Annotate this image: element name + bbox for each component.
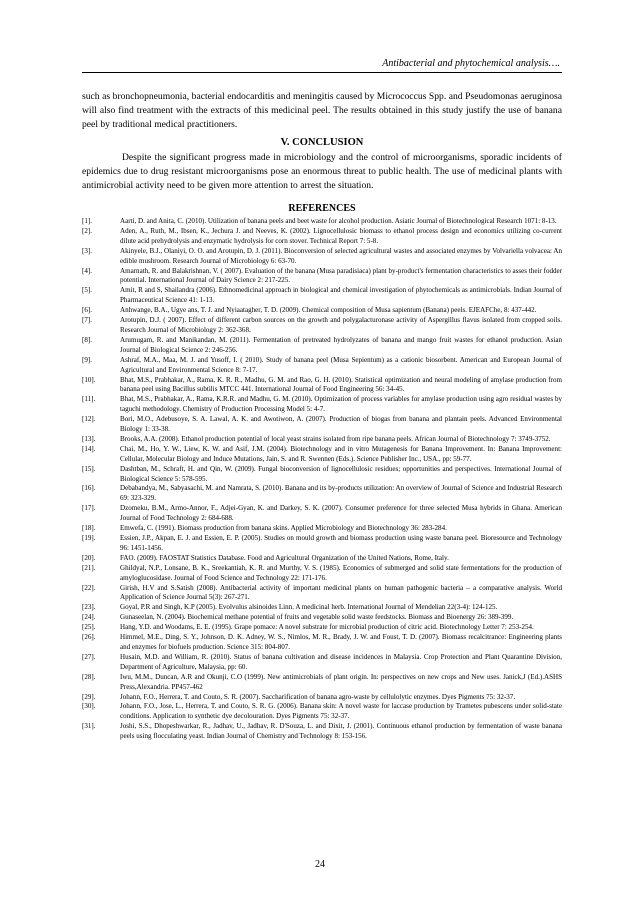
reference-item	[82, 722, 562, 742]
reference-number: [20].	[82, 553, 96, 562]
reference-text: Ghildyal, N.P., Lonsane, B. K., Sreekantiah, K. R. and Murthy, V. S. (1985). Economics of submerged and solid state fermentations for the production of amyloglucosidase. Journal of Food Science and Technology 22: 171-176.	[120, 563, 562, 582]
reference-number: [12].	[82, 415, 96, 424]
reference-number: [19].	[82, 534, 96, 542]
reference-item	[82, 673, 562, 693]
reference-number: [5].	[82, 286, 92, 295]
reference-item	[82, 217, 562, 227]
reference-text: Dzomeku, B.M., Armo-Annor, F., Adjei-Gyan, K. and Darkey, S. K. (2007). Consumer preference for three selected Musa hybrids in Ghana. American Journal of Food Technology 2: 684-688.	[120, 504, 562, 523]
reference-text: Aden, A., Ruth, M., Ibsen, K., Jechura J. and Neeves, K. (2002). Lignocellulosic biomass to ethanol process design and economics utilizing co-current dilute acid prehydrolysis and enzymatic hydrolysis for corn stover. Technical Report 7: 5-8.	[120, 226, 562, 245]
reference-item	[82, 554, 562, 564]
reference-number: [30].	[82, 702, 96, 711]
reference-number: [11].	[82, 395, 96, 404]
reference-item	[82, 693, 562, 703]
reference-number: [27].	[82, 652, 96, 661]
reference-item	[82, 227, 562, 247]
reference-text: Arumugam, R. and Manikandan, M. (2011). Fermentation of pretreated hydrolyzates of banana and mango fruit wastes for ethanol production. Asian Journal of Biological Science 2: 246-256.	[120, 335, 562, 354]
reference-text: Bori, M.O., Adebusoye, S. A. Lawal, A. K. and Awotiwon, A. (2007). Production of biogas from banana and plantain peels. Advanced Environmental Biology 1: 33-38.	[120, 415, 562, 434]
conclusion-paragraph: Despite the significant progress made in microbiology and the control of microorganisms, sporadic incidents of epidemics due to drug resistant microorganisms pose an enormous threat to public health. The use of medicinal plants with antimicrobial activity need to be given more attention to arrest the situation.	[82, 152, 562, 191]
reference-item	[82, 465, 562, 485]
reference-item	[82, 623, 562, 633]
reference-text: Girish, H.V and S.Satish (2008). Antibacterial activity of important medicinal plants on human pathogenic bacteria – a comparative analysis. World Application of Science Journal 5(3): 267-271.	[120, 583, 562, 602]
reference-item	[82, 633, 562, 653]
reference-item	[82, 286, 562, 306]
reference-item	[82, 534, 562, 554]
reference-number: [29].	[82, 692, 96, 701]
reference-number: [25].	[82, 623, 96, 632]
reference-item	[82, 415, 562, 435]
intro-paragraph: such as bronchopneumonia, bacterial endocarditis and meningitis caused by Micrococcus Spp. and Pseudomonas aeruginosa will also find treatment with the extracts of this medicinal peel. The results obtained in this study justify the use of banana peel by traditional medical practitioners.	[82, 91, 562, 130]
reference-item	[82, 445, 562, 465]
reference-text: Akinyele, B.J., Olaniyi, O. O. and Arotupin, D. J. (2011). Bioconversion of selected agricultural wastes and associated enzymes by Volvariella volvacea: An edible mushroom. Research Journal of Microbiology 6: 63-70.	[120, 246, 562, 265]
reference-number: [7].	[82, 316, 92, 325]
reference-number: [10].	[82, 375, 96, 384]
reference-item	[82, 376, 562, 396]
reference-item	[82, 613, 562, 623]
reference-text: FAO. (2009). FAOSTAT Statistics Database. Food and Agricultural Organization of the United Nations, Rome, Italy.	[120, 553, 449, 562]
reference-number: [24].	[82, 613, 96, 622]
reference-item	[82, 584, 562, 604]
reference-text: Amit, R and S, Shailandra (2006). Ethnomedicinal approach in biological and chemical investigation of phytochemicals as antimicrobials. Indian Journal of Pharmaceutical Science 41: 1-13.	[120, 286, 562, 305]
running-title: Antibacterial and phytochemical analysis….	[382, 58, 560, 69]
reference-text: Bhat, M.S., Prabhakar, A., Rama, K.R.R. and Madhu, G. M. (2010). Optimization of process variables for amylase production using agro residual wastes by taguchi methodology. Chemistry of Production Processing Model 5: 4-7.	[120, 395, 562, 414]
reference-number: [15].	[82, 464, 96, 473]
reference-number: [31].	[82, 722, 96, 731]
reference-number: [17].	[82, 504, 96, 513]
reference-text: Amarnath, R. and Balakrishnan, V. ( 2007). Evaluation of the banana (Musa paradisiaca) plant by-product's fermentation characteristics to asses their fodder potential. International Journal of Dairy Science 2: 217-225.	[120, 266, 562, 285]
reference-item	[82, 395, 562, 415]
reference-number: [8].	[82, 335, 92, 344]
reference-text: Debabandya, M., Sabyasachi, M. and Namrata, S. (2010). Banana and its by-products utilization: An overview of Journal of Science and Industrial Research 69: 323-329.	[120, 484, 562, 503]
reference-text: Husain, M.D. and William, R. (2010). Status of banana cultivation and disease incidences in Malaysia. Crop Protection and Plant Quarantine Division, Department of Agriculture, Malaysia, pp: 60.	[120, 652, 562, 671]
reference-number: [14].	[82, 444, 96, 453]
reference-text: Brooks, A.A. (2008). Ethanol production potential of local yeast strains isolated from ripe banana peels. African Journal of Biotechnology 7: 3749-3752.	[120, 434, 551, 443]
reference-number: [9].	[82, 355, 92, 364]
reference-item	[82, 564, 562, 584]
reference-number: [23].	[82, 603, 96, 612]
reference-item	[82, 316, 562, 336]
reference-number: [1].	[82, 217, 92, 225]
reference-item	[82, 702, 562, 722]
reference-text: Ashraf, M.A., Maa, M. J. and Yusoff, I. ( 2010). Study of banana peel (Musa Sepientum) as a cationic biosorbent. American and European Journal of Agricultural and Environmental Science 8: 7-17.	[120, 355, 562, 374]
reference-number: [28].	[82, 672, 96, 681]
reference-text: Gunaseelan, N. (2004). Biochemical methane potential of fruits and vegetable solid waste feedstocks. Biomass and Bioenergy 26: 389-399.	[120, 613, 514, 622]
reference-item	[82, 653, 562, 673]
reference-text: Himmel, M.E., Ding, S. Y., Johnson, D. K. Adney, W. S., Nimlos, M. R., Brady, J. W. and Foust, T. D. (2007). Biomass recalcitrance: Engineering plants and enzymes for biofuels production. Science 315: 804-807.	[120, 633, 562, 651]
reference-text: Emwefa, C. (1991). Biomass production from banana skins. Applied Microbiology and Biotechnology 36: 283-284.	[120, 524, 447, 533]
header-rule	[82, 72, 562, 73]
reference-text: Joshi, S.S., Dhopeshwarkar, R., Jadhav, U., Jadhav, R. D'Souza, L. and Dixit, J. (2001). Continuous ethanol production by fermentation of waste banana peels using flocculating yeast. Indian Journal of Chemistry and Technology 8: 153-156.	[120, 722, 562, 741]
reference-text: Iwu, M.M., Duncan, A.R and Okunji, C.O (1999). New antimicrobials of plant origin. In: perspectives on new crops and New uses. Janick,J (Ed.).ASHS Press,Alexandria. PP457-462	[120, 672, 562, 691]
reference-number: [18].	[82, 524, 96, 533]
reference-item	[82, 435, 562, 445]
reference-item	[82, 247, 562, 267]
reference-text: Arotupin, D.J. ( 2007). Effect of different carbon sources on the growth and polygalacturonase activity of Aspergillus flavus isolated from cropped soils. Research Journal of Microbiology 2: 362-368.	[120, 316, 562, 334]
reference-text: Dashtban, M., Schraft, H. and Qin, W. (2009). Fungal bioconversion of lignocellulosic residues; opportunities and perspectives. International Journal of Biological Science 5: 578-595.	[120, 464, 562, 483]
reference-text: Chai, M., Ho, Y. W., Liew, K. W. and Asif, J.M. (2004). Biotechnology and in vitro Mutagenesis for Banana Improvement. In: Banana Improvement: Cellular, Molecular Biology and Induce Mutations, Jain, S. and R. Swennen (Eds.). Science Publisher Inc., USA., pp: 59-77.	[120, 444, 562, 463]
reference-number: [4].	[82, 266, 92, 275]
page-number: 24	[315, 859, 325, 870]
reference-item	[82, 306, 562, 316]
reference-text: Bhat, M.S., Prabhakar, A., Rama, K. R. R., Madhu, G. M. and Rao, G. H. (2010). Statistical optimization and neural modeling of amylase production from banana peel using Bacillus subtilis MTCC 441. International Journal of Food Engineering 56: 34-45.	[120, 375, 562, 394]
reference-number: [2].	[82, 226, 92, 235]
reference-item	[82, 484, 562, 504]
reference-item	[82, 504, 562, 524]
reference-number: [13].	[82, 434, 96, 443]
reference-number: [22].	[82, 583, 96, 592]
conclusion-heading: V. CONCLUSION	[280, 137, 364, 148]
reference-item	[82, 356, 562, 376]
reference-text: Aarti, D. and Anita, C. (2010). Utilization of banana peels and beet waste for alcohol production. Asiatic Journal of Biotechnological Research 1071: 8-13.	[120, 217, 557, 225]
reference-text: Essien, J.P., Akpan, E. J. and Essien, E. P. (2005). Studies on mould growth and biomass production using waste banana peel. Bioresource and Technology 96: 1451-1456.	[120, 534, 562, 552]
reference-text: Hang, Y.D. and Woodams, E. E. (1995). Grape pomace: A novel substrate for microbial production of citric acid. Biotechnology Letter 7: 253-254.	[120, 623, 534, 632]
reference-number: [6].	[82, 306, 92, 315]
reference-text: Johann, F.O., Herrera, T. and Couto, S. R. (2007). Saccharification of banana agro-waste by cellulolytic enzymes. Dyes Pigments 75: 32-37.	[120, 692, 516, 701]
reference-number: [26].	[82, 633, 96, 642]
reference-text: Goyal, P.R and Singh, K.P (2005). Evolvulus alsinoides Linn. A medicinal herb. International Journal of Mendelian 22(3-4): 124-125.	[120, 603, 498, 612]
reference-number: [3].	[82, 246, 92, 255]
references-heading: REFERENCES	[288, 203, 356, 214]
reference-text: Anhwange, B.A., Ugye ans, T. J. and Nyiaatagher, T. D. (2009). Chemical composition of Musa sapientum (Banana) peels. EJEAFChe, 8: 437-442.	[120, 306, 537, 315]
references-list	[82, 217, 562, 742]
reference-item	[82, 267, 562, 287]
reference-item	[82, 603, 562, 613]
reference-item	[82, 524, 562, 534]
reference-item	[82, 336, 562, 356]
reference-text: Johann, F.O., Jose, L., Herrera, T. and Couto, S. R. G. (2006). Banana skin: A novel waste for laccase production by Trametes pubescens under solid-state conditions. Application to synthetic dye decolouration. Dyes Pigments 75: 32-37.	[120, 702, 562, 721]
reference-number: [16].	[82, 484, 96, 493]
reference-number: [21].	[82, 563, 96, 572]
